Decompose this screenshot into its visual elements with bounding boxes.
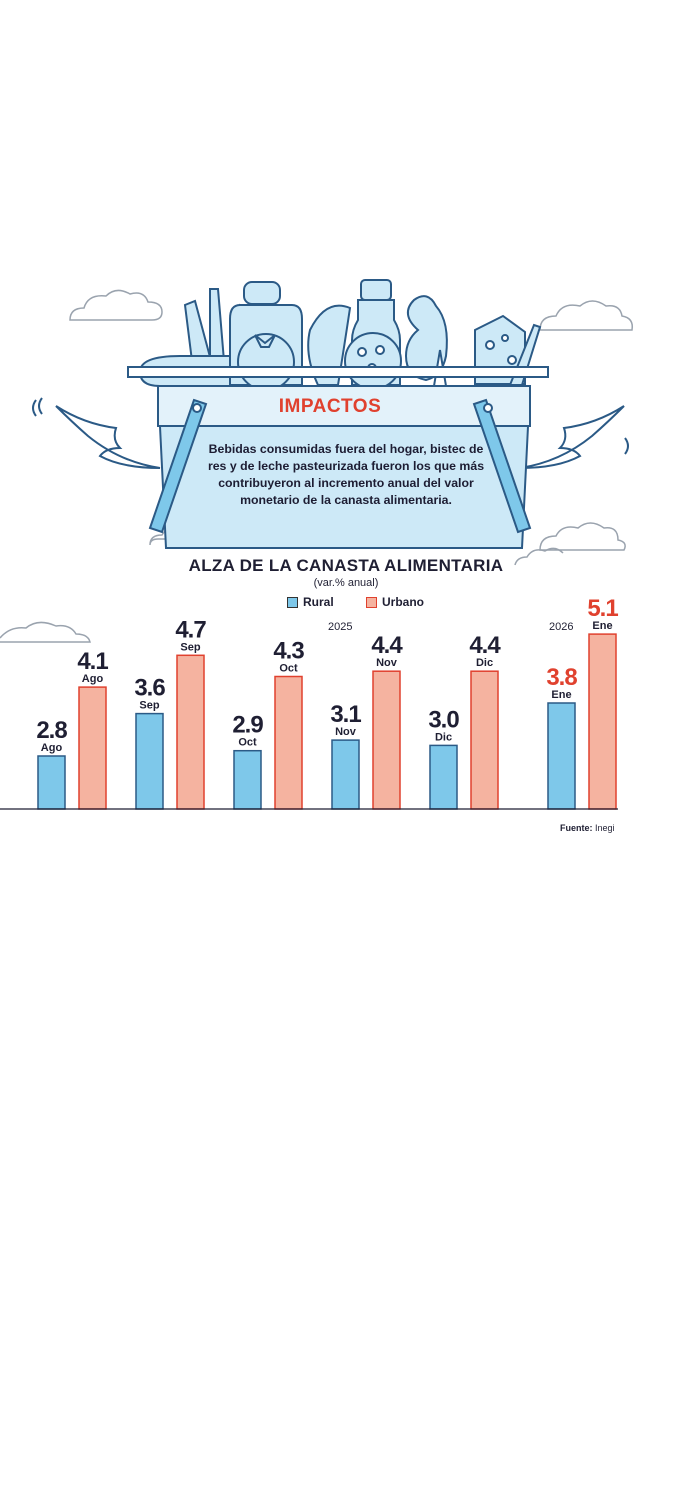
bar-rural-sep [136, 714, 163, 809]
legend-urbano [366, 595, 424, 609]
bar-urbano-nov [373, 671, 400, 809]
category-label-rural-dic: Dic [434, 731, 453, 744]
category-label-rural-ene: Ene [551, 689, 572, 701]
infobox-text: Bebidas consumidas fuera del hogar, bistec de res y de leche pasteurizada fueron los que más contribuyeron al incremento anual del valor monetario de la canasta alimentaria. [207, 442, 485, 507]
bar-rural-ene [548, 703, 575, 809]
value-label-rural-sep: 3.6 [134, 674, 165, 702]
bar-urbano-ene [589, 634, 616, 809]
chart-title: ALZA DE LA CANASTA ALIMENTARIA [188, 556, 504, 575]
bar-urbano-dic [471, 671, 498, 809]
value-label-rural-ago: 2.8 [36, 717, 67, 744]
chart-subtitle: (var.% anual) [313, 577, 379, 589]
value-label-urbano-sep: 4.7 [175, 616, 206, 644]
bar-rural-nov [332, 740, 359, 809]
value-label-rural-ene: 3.8 [546, 664, 577, 691]
source-value: Inegi [595, 823, 615, 833]
value-label-rural-oct: 2.9 [232, 711, 263, 739]
legend-rural-label: Rural [303, 595, 334, 609]
bar-urbano-sep [177, 655, 204, 809]
category-label-urbano-nov: Nov [376, 657, 397, 670]
value-label-rural-nov: 3.1 [330, 701, 361, 729]
source-note [560, 823, 615, 833]
infobox-title: IMPACTOS [278, 396, 382, 417]
bar-urbano-oct [275, 677, 302, 810]
value-label-rural-dic: 3.0 [428, 706, 459, 734]
year-label-2026: 2026 [549, 621, 574, 633]
value-label-urbano-dic: 4.4 [469, 632, 500, 660]
category-label-rural-nov: Nov [335, 726, 356, 739]
category-label-rural-oct: Oct [238, 736, 257, 749]
bar-urbano-ago [79, 687, 106, 809]
bar-rural-oct [234, 751, 261, 809]
category-label-rural-ago: Ago [40, 742, 63, 754]
legend-urbano-label: Urbano [382, 595, 424, 609]
legend-rural-swatch [287, 597, 298, 608]
bar-rural-ago [38, 756, 65, 809]
year-label-2025: 2025 [328, 621, 353, 633]
legend-urbano-swatch [366, 597, 377, 608]
value-label-urbano-nov: 4.4 [371, 632, 402, 660]
bar-rural-dic [430, 745, 457, 809]
category-label-urbano-oct: Oct [279, 662, 298, 675]
category-label-urbano-ene: Ene [592, 620, 613, 633]
source-label: Fuente: [560, 823, 593, 833]
value-label-urbano-oct: 4.3 [273, 637, 304, 665]
category-label-urbano-ago: Ago [81, 673, 104, 686]
legend-rural [287, 595, 334, 609]
value-label-urbano-ago: 4.1 [77, 648, 108, 676]
category-label-rural-sep: Sep [139, 699, 160, 712]
category-label-urbano-sep: Sep [180, 641, 201, 654]
category-label-urbano-dic: Dic [475, 657, 494, 670]
value-label-urbano-ene: 5.1 [587, 595, 618, 623]
